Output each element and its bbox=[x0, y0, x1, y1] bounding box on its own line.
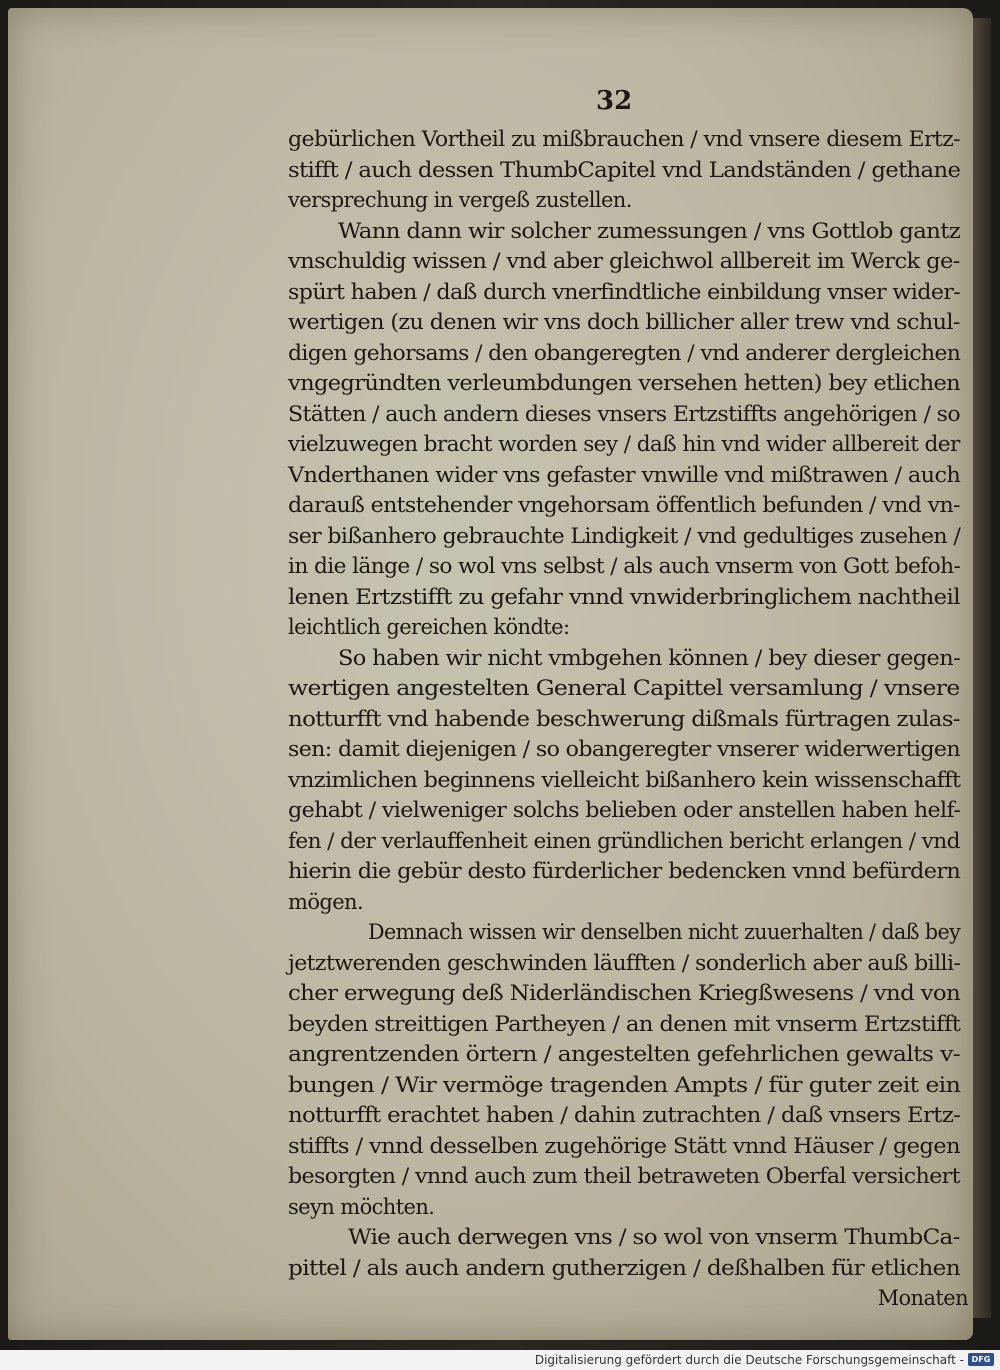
footer-bar bbox=[0, 1350, 1000, 1370]
text-line: Demnach wissen wir denselben nicht zuuerhalten / daß bey bbox=[368, 920, 961, 944]
footer-credit: Digitalisierung gefördert durch die Deutsche Forschungsgemeinschaft - bbox=[534, 1353, 964, 1367]
text-line: Monaten bbox=[877, 1286, 968, 1310]
dfg-logo-icon: DFG bbox=[968, 1353, 994, 1366]
text-line: sen: damit diejenigen / so obangeregter vnserer widerwertigen bbox=[288, 737, 960, 761]
text-line: angrentzenden örtern / angestelten gefehrlichen gewalts v- bbox=[288, 1042, 960, 1066]
page-number: 32 bbox=[596, 86, 633, 116]
text-line: jetztwerenden geschwinden läufften / sonderlich aber auß billi- bbox=[288, 950, 961, 975]
text-line: cher erwegung deß Niderländischen Kriegßwesens / vnd von bbox=[288, 981, 961, 1005]
text-line: gebürlichen Vortheil zu mißbrauchen / vnd vnsere diesem Ertz- bbox=[288, 127, 960, 151]
text-line: wertigen angestelten General Capittel versamlung / vnsere bbox=[288, 676, 960, 700]
text-line: Wie auch derwegen vns / so wol von vnserm ThumbCa- bbox=[348, 1225, 960, 1249]
text-line: vielzuwegen bracht worden sey / daß hin vnd wider allbereit der bbox=[288, 432, 960, 456]
text-line: vngegründten verleumbdungen versehen hetten) bey etlichen bbox=[288, 371, 961, 395]
text-line: besorgten / vnnd auch zum theil betraweten Oberfal versichert bbox=[288, 1164, 960, 1188]
text-line: So haben wir nicht vmbgehen können / bey dieser gegen- bbox=[338, 645, 961, 670]
text-line: lenen Ertzstifft zu gefahr vnnd vnwiderbringlichem nachtheil bbox=[288, 584, 960, 609]
text-line: Wann dann wir solcher zumessungen / vns Gottlob gantz bbox=[338, 218, 961, 243]
page-edge bbox=[973, 18, 991, 1318]
text-line: in die länge / so wol vns selbst / als auch vnserm von Gott befoh- bbox=[288, 554, 961, 578]
text-line: mögen. bbox=[288, 889, 364, 914]
text-line: Stätten / auch andern dieses vnsers Ertzstiffts angehörigen / so bbox=[288, 401, 961, 426]
text-line: notturfft vnd habende beschwerung dißmals fürtragen zulas- bbox=[288, 706, 960, 731]
text-line: leichtlich gereichen köndte: bbox=[288, 615, 570, 639]
text-line: pittel / als auch andern gutherzigen / deßhalben für etlichen bbox=[288, 1255, 960, 1280]
page-body-text bbox=[288, 124, 968, 1314]
text-line: beyden streittigen Partheyen / an denen mit vnserm Ertzstifft bbox=[288, 1011, 961, 1036]
text-line: darauß entstehender vngehorsam öffentlich befunden / vnd vn- bbox=[288, 493, 960, 517]
text-line: Vnderthanen wider vns gefaster vnwille vnd mißtrawen / auch bbox=[288, 462, 961, 487]
text-line: seyn möchten. bbox=[288, 1194, 435, 1219]
text-line: stifft / auch dessen ThumbCapitel vnd Landständen / gethane bbox=[288, 157, 961, 182]
text-line: ser bißanhero gebrauchte Lindigkeit / vnd gedultiges zusehen / bbox=[288, 523, 961, 548]
text-line: bungen / Wir vermöge tragenden Ampts / für guter zeit ein bbox=[288, 1072, 961, 1097]
text-line: hierin die gebür desto fürderlicher bedencken vnnd befürdern bbox=[288, 859, 961, 883]
text-line: digen gehorsams / den obangeregten / vnd anderer dergleichen bbox=[288, 340, 961, 365]
text-line: gehabt / vielweniger solchs belieben oder anstellen haben helf- bbox=[288, 798, 961, 822]
text-line: vnschuldig wissen / vnd aber gleichwol allbereit im Werck ge- bbox=[288, 249, 960, 273]
text-line: wertigen (zu denen wir vns doch billicher aller trew vnd schul- bbox=[288, 310, 960, 334]
text-line: vnzimlichen beginnens vielleicht bißanhero kein wissenschafft bbox=[288, 767, 961, 792]
text-line: spürt haben / daß durch vnerfindtliche einbildung vnser wider- bbox=[288, 279, 961, 304]
text-line: versprechung in vergeß zustellen. bbox=[288, 188, 632, 212]
text-line: stiffts / vnnd desselben zugehörige Stätt vnnd Häuser / gegen bbox=[288, 1133, 960, 1158]
text-line: fen / der verlauffenheit einen gründlichen bericht erlangen / vnd bbox=[288, 828, 960, 853]
text-line: notturfft erachtet haben / dahin zutrachten / daß vnsers Ertz- bbox=[288, 1103, 961, 1127]
